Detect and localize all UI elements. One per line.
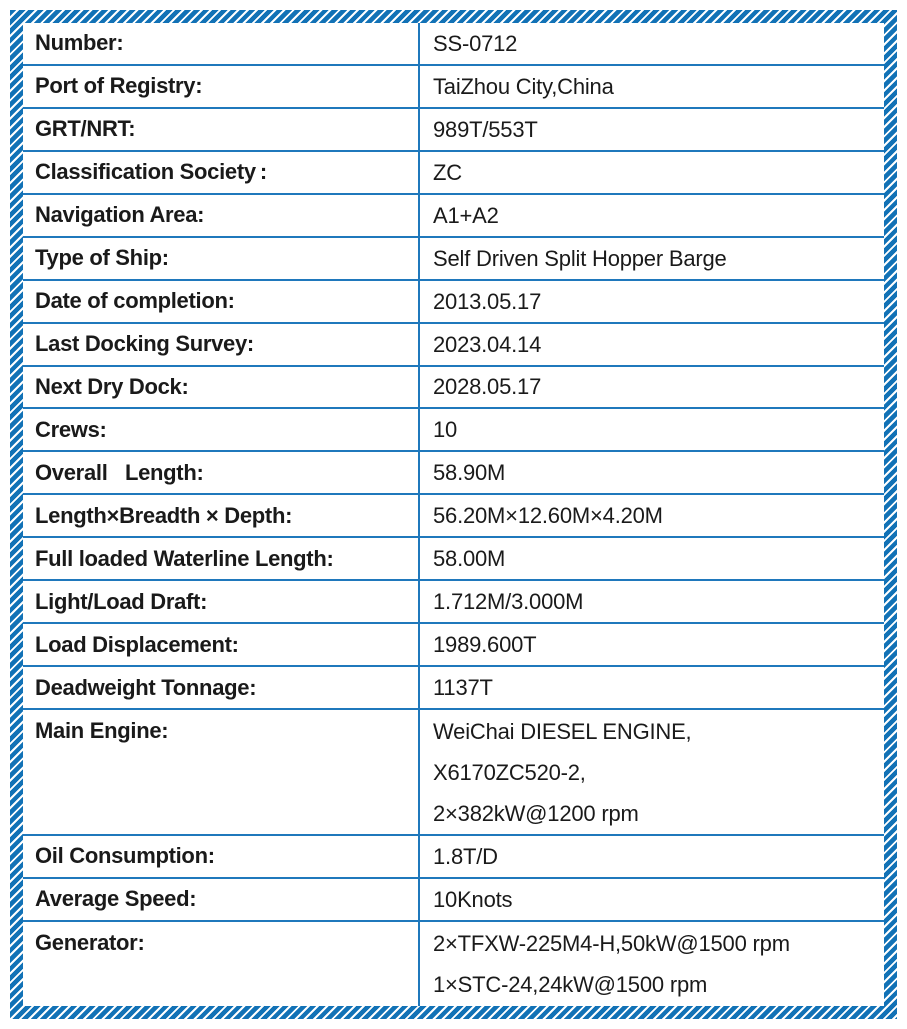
row-label: Length×Breadth × Depth: (23, 495, 420, 536)
table-row (23, 495, 884, 538)
row-value (420, 324, 884, 365)
table-row (23, 836, 884, 879)
table-row (23, 367, 884, 410)
value-text: 2013.05.17 (433, 288, 542, 314)
table-row (23, 281, 884, 324)
row-label: Date of completion: (23, 281, 420, 322)
value-text: 56.20M×12.60M×4.20M (433, 503, 663, 529)
row-label: Type of Ship: (23, 238, 420, 279)
value-text: 1.8T/D (433, 843, 498, 869)
row-value (420, 152, 884, 193)
value-line: 2×382kW@1200 rpm (433, 800, 639, 826)
value-text: TaiZhou City,China (433, 73, 614, 99)
row-value (420, 109, 884, 150)
value-text: 58.00M (433, 546, 506, 572)
row-value (420, 581, 884, 622)
value-text: 2028.05.17 (433, 374, 542, 400)
row-label: Crews: (23, 409, 420, 450)
row-value (420, 667, 884, 708)
row-value (420, 195, 884, 236)
row-label: Full loaded Waterline Length: (23, 538, 420, 579)
value-line: WeiChai DIESEL ENGINE, (433, 718, 692, 744)
table-row (23, 538, 884, 581)
table-row (23, 581, 884, 624)
row-value (420, 922, 884, 1006)
row-value (420, 281, 884, 322)
table-row-main-engine (23, 710, 884, 836)
row-value (420, 538, 884, 579)
row-label: GRT/NRT: (23, 109, 420, 150)
row-value (420, 367, 884, 408)
table-row (23, 238, 884, 281)
row-value (420, 624, 884, 665)
table-row (23, 152, 884, 195)
value-text: 1.712M/3.000M (433, 589, 584, 615)
row-label: Port of Registry: (23, 66, 420, 107)
row-label: Load Displacement: (23, 624, 420, 665)
value-text: Self Driven Split Hopper Barge (433, 245, 727, 271)
hatched-border-frame (10, 10, 897, 1019)
row-label: Light/Load Draft: (23, 581, 420, 622)
value-text: SS-0712 (433, 30, 518, 56)
table-row (23, 109, 884, 152)
value-text: A1+A2 (433, 202, 499, 228)
row-label: Deadweight Tonnage: (23, 667, 420, 708)
row-label: Next Dry Dock: (23, 367, 420, 408)
table-row (23, 667, 884, 710)
row-value (420, 409, 884, 450)
table-row (23, 66, 884, 109)
row-value (420, 836, 884, 877)
table-row-generator (23, 922, 884, 1006)
row-label: Oil Consumption: (23, 836, 420, 877)
value-text: 989T/553T (433, 116, 538, 142)
row-value (420, 452, 884, 493)
row-label: Number: (23, 23, 420, 64)
row-value (420, 710, 884, 834)
row-label: Main Engine: (23, 710, 420, 834)
value-line: X6170ZC520-2, (433, 759, 586, 785)
table-row (23, 195, 884, 238)
row-value (420, 495, 884, 536)
value-text: 1137T (433, 675, 493, 701)
table-row (23, 409, 884, 452)
spec-table (23, 23, 884, 1006)
value-line: 1×STC-24,24kW@1500 rpm (433, 971, 708, 997)
table-row (23, 624, 884, 667)
value-text: 1989.600T (433, 632, 537, 658)
row-value (420, 23, 884, 64)
table-row (23, 324, 884, 367)
table-row (23, 879, 884, 922)
value-text: 2023.04.14 (433, 331, 542, 357)
row-label: Classification Society : (23, 152, 420, 193)
row-label: Navigation Area: (23, 195, 420, 236)
row-value (420, 66, 884, 107)
value-text: ZC (433, 159, 462, 185)
row-value (420, 238, 884, 279)
row-label: Overall Length: (23, 452, 420, 493)
table-row (23, 23, 884, 66)
value-text: 58.90M (433, 460, 506, 486)
value-text: 10Knots (433, 886, 513, 912)
row-label: Last Docking Survey: (23, 324, 420, 365)
value-text: 10 (433, 417, 458, 443)
value-line: 2×TFXW-225M4-H,50kW@1500 rpm (433, 930, 790, 956)
row-label: Average Speed: (23, 879, 420, 920)
row-label: Generator: (23, 922, 420, 1006)
row-value (420, 879, 884, 920)
table-row (23, 452, 884, 495)
